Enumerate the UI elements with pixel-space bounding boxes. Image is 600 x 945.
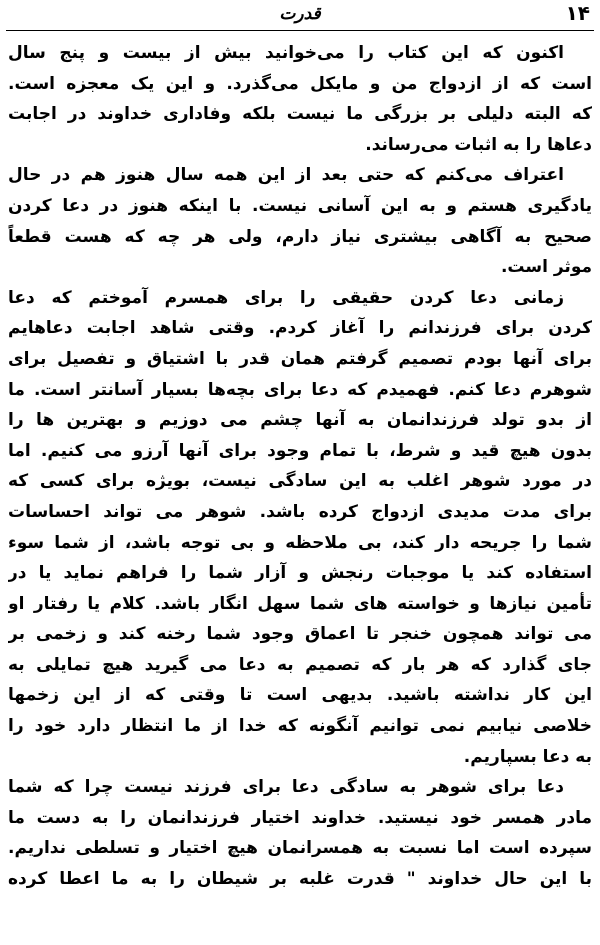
page-number: ۱۴ (565, 1, 590, 25)
paragraph-3-line-15: خلاصی نیابیم نمی توانیم آنگونه که خدا از ما انتظار دارد خود را (8, 716, 592, 737)
paragraph-1-line-3: که البته دلیلی بر بزرگی ما نیست بلکه وفاداری خداوند در اجابت (8, 104, 592, 125)
paragraph-3-line-14: این کار نداشته باشید. بدیهی است تا وقتی که از این زخمها (8, 685, 592, 706)
paragraph-3-line-8: برای مدت مدیدی ازدواج کرده باشد. شوهر می تواند احساسات (8, 501, 592, 522)
paragraph-4-line-1: دعا برای شوهر به سادگی دعا برای فرزند نیست چرا که شما (8, 777, 564, 798)
running-title: قدرت (279, 4, 321, 24)
paragraph-3-line-12: می تواند همچون خنجر تا اعماق وجود شما رخنه کند و زخمی بر (8, 624, 592, 645)
paragraph-3-line-16: به دعا بسپاریم. (463, 746, 592, 767)
paragraph-4-line-3: سپرده است اما نسبت به همسرانمان هیچ اختیار و تسلطی نداریم. (8, 838, 592, 859)
paragraph-3-line-2: کردن برای فرزندانم را آغاز کردم. وقتی شاهد اجابت دعاهایم (8, 318, 592, 339)
paragraph-3-line-3: برای آنها بودم تصمیم گرفتم همان قدر با اشتیاق و تفصیل برای (8, 348, 592, 369)
paragraph-3-line-1: زمانی دعا کردن حقیقی را برای همسرم آموختم که دعا (8, 287, 564, 308)
paragraph-3-line-6: بدون هیچ قید و شرط، با تمام وجود برای آنها آرزو می کنیم. اما (8, 440, 592, 461)
paragraph-3-line-5: از بدو تولد فرزندانمان به آنها چشم می دوزیم و بهترین ها را (8, 410, 592, 431)
paragraph-1-line-1: اکنون که این کتاب را می‌خوانید بیش از بیست و پنج سال (8, 43, 564, 63)
paragraph-3-line-9: شما را جریحه دار کند، بی ملاحظه و بی توجه باشد، از شما سوء (8, 532, 592, 553)
paragraph-2-line-1: اعتراف می‌کنم که حتی بعد از این همه سال هنوز هم در حال (8, 165, 564, 186)
paragraph-4-line-4: با این حال خداوند " قدرت غلبه بر شیطان را به ما اعطا کرده (8, 869, 592, 890)
paragraph-3-line-13: جای گذارد که هر بار که تصمیم به دعا می گیرید هیچ تمایلی به (8, 654, 592, 675)
paragraph-1-line-2: است که از ازدواج من و مایکل می‌گذرد. و این یک معجزه است. (8, 73, 592, 94)
paragraph-3-line-4: شوهرم دعا کنم. فهمیدم که دعا برای بچه‌ها بسیار آسانتر است. ما (8, 379, 592, 400)
page-header (6, 0, 594, 31)
paragraph-3-line-10: استفاده کند یا موجبات رنجش و آزار شما را فراهم نماید یا در (8, 563, 592, 584)
paragraph-2-line-4: موثر است. (500, 257, 592, 278)
paragraph-3-line-11: تأمین نیازها و خواسته های شما سهل انگار باشد. کلام یا رفتار او (8, 593, 592, 614)
paragraph-2-line-3: صحیح به آگاهی بیشتری نیاز دارم، ولی هر چه که هست قطعاً (8, 226, 592, 247)
paragraph-2-line-2: یادگیری هستم و به این آسانی نیست. با اینکه هنوز در دعا کردن (8, 195, 592, 216)
page-body (8, 38, 592, 895)
paragraph-4-line-2: مادر همسر خود نیستید. خداوند اختیار فرزندانمان را به دست ما (8, 807, 592, 828)
paragraph-1-line-4: دعاها را به اثبات می‌رساند. (365, 134, 592, 155)
paragraph-3-line-7: در مورد شوهر اغلب به این سادگی نیست، بویژه برای کسی که (8, 471, 592, 492)
